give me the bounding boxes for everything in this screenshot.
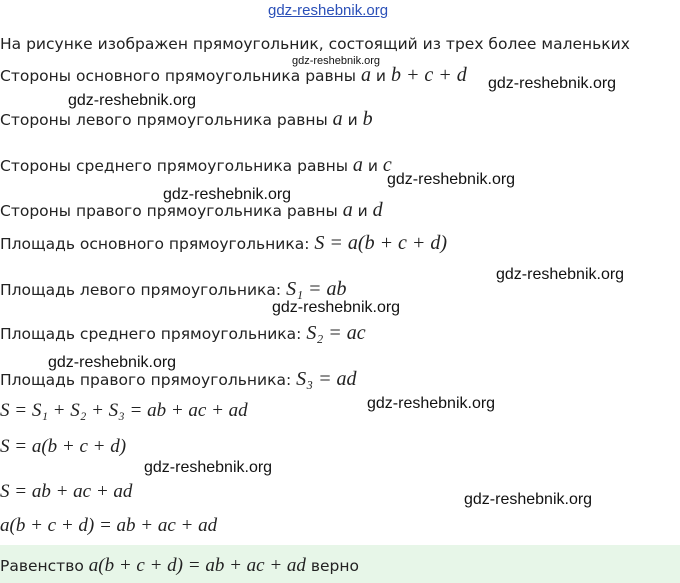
right-area-formula: S₃ = ad [296,368,357,390]
watermark: gdz-reshebnik.org [144,459,273,476]
left-area-formula: S₁ = ab [286,278,347,300]
mid-sides-line [0,154,392,177]
mid-area-line [0,322,366,345]
conjunction: и [375,67,386,85]
mid-sides-a: a [352,154,363,176]
watermark: gdz-reshebnik.org [292,55,381,67]
left-area-label: Площадь левого прямоугольника: [0,281,282,299]
left-sides-label: Стороны левого прямоугольника равны [0,111,328,129]
conjunction: и [347,111,358,129]
main-area-formula: S = a(b + c + d) [314,232,448,254]
verdict-formula: a(b + c + d) = ab + ac + ad [88,555,306,576]
equation-expanded: S = ab + ac + ad [0,481,133,502]
intro-text: На рисунке изображен прямоугольник, состоящий из трех более маленьких [0,35,630,53]
conjunction: и [357,202,368,220]
watermark: gdz-reshebnik.org [163,186,292,203]
left-sides-b: b [362,108,373,130]
verdict-line [0,555,359,577]
equation-factored: S = a(b + c + d) [0,436,127,457]
main-sides-label: Стороны основного прямоугольника равны [0,67,357,85]
right-area-line [0,368,357,391]
right-area-label: Площадь правого прямоугольника: [0,371,292,389]
mid-sides-label: Стороны среднего прямоугольника равны [0,157,348,175]
main-sides-a: a [360,64,371,86]
watermark: gdz-reshebnik.org [488,75,617,92]
left-area-line [0,278,347,301]
watermark-link[interactable]: gdz-reshebnik.org [268,2,389,19]
conjunction: и [367,157,378,175]
verdict-pre: Равенство [0,557,84,575]
right-sides-a: a [342,199,353,221]
main-sides-line [0,64,467,87]
watermark: gdz-reshebnik.org [387,171,516,188]
watermark: gdz-reshebnik.org [367,395,496,412]
mid-area-formula: S₂ = ac [306,322,366,344]
main-area-line [0,232,447,255]
verdict-box [0,545,680,583]
verdict-post: верно [310,557,359,575]
mid-area-label: Площадь среднего прямоугольника: [0,325,302,343]
watermark: gdz-reshebnik.org [496,266,625,283]
equation-identity: a(b + c + d) = ab + ac + ad [0,515,218,536]
main-sides-b: b + c + d [390,64,467,86]
left-sides-a: a [332,108,343,130]
watermark: gdz-reshebnik.org [48,354,177,371]
right-sides-label: Стороны правого прямоугольника равны [0,202,338,220]
watermark: gdz-reshebnik.org [68,92,197,109]
watermark: gdz-reshebnik.org [272,299,401,316]
right-sides-d: d [372,199,383,221]
watermark: gdz-reshebnik.org [464,491,593,508]
left-sides-line [0,108,373,131]
mid-sides-c: c [382,154,392,176]
main-area-label: Площадь основного прямоугольника: [0,235,310,253]
equation-sum: S = S₁ + S₂ + S₃ = ab + ac + ad [0,400,248,421]
right-sides-line [0,199,383,222]
